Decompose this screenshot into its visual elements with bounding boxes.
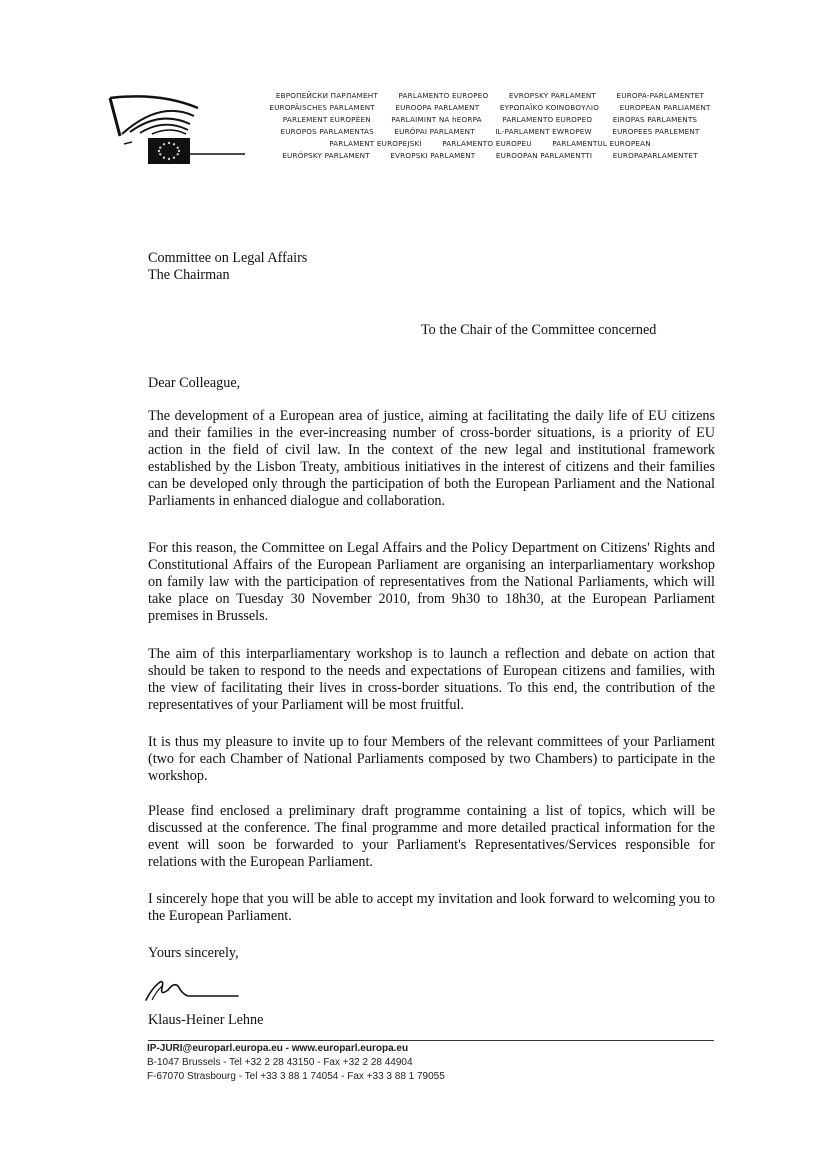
- body-paragraph: For this reason, the Committee on Legal Affairs and the Policy Department on Citizens' Rights and Constitutional Affairs of the European Parliament are organising an interparliamentary workshop on family law with the participation of representatives from the National Parliaments, which will take place on Tuesday 30 November 2010, from 9h30 to 18h30, at the European Parliament premises in Brussels.: [148, 540, 715, 624]
- salutation: Dear Colleague,: [148, 375, 241, 391]
- institution-names-row: EUROPÄISCHES PARLAMENT EUROOPA PARLAMENT ΕΥΡΩΠΑΪΚΟ ΚΟΙΝΟΒΟΥΛΙΟ EUROPEAN PARLIAMENT: [269, 103, 711, 112]
- closing: Yours sincerely,: [148, 945, 239, 961]
- footer-brussels-address: B-1047 Brussels - Tel +32 2 28 43150 - Fax +32 2 28 44904: [147, 1057, 413, 1068]
- institution-names: [240, 90, 740, 162]
- footer-contact-block: [147, 1042, 445, 1084]
- body-paragraph: The aim of this interparliamentary workshop is to launch a reflection and debate on action that should be taken to respond to the needs and expectations of European citizens and families, with the view of facilitating their lives in cross-border situations. To this end, the contribution of the representatives of your Parliament will be most fruitful.: [148, 646, 715, 713]
- sender-committee: Committee on Legal Affairs: [148, 250, 308, 266]
- footer-email-web: IP-JURI@europarl.europa.eu - www.europarl.europa.eu: [147, 1043, 409, 1054]
- body-paragraph: I sincerely hope that you will be able to accept my invitation and look forward to welcoming you to the European Parliament.: [148, 891, 715, 924]
- body-paragraph: The development of a European area of justice, aiming at facilitating the daily life of EU citizens and their families in the ever-increasing number of cross-border situations, is a priority of EU action in the field of civil law. In the context of the new legal and institutional framework established by the Lisbon Treaty, ambitious initiatives in the interest of citizens and their families can be developed only through the participation of both the European Parliament and the National Parliaments in enhanced dialogue and collaboration.: [148, 408, 715, 509]
- sender-title: The Chairman: [148, 267, 230, 283]
- footer-strasbourg-address: F-67070 Strasbourg - Tel +33 3 88 1 74054 - Fax +33 3 88 1 79055: [147, 1071, 445, 1082]
- institution-names-row: PARLEMENT EUROPÉEN PARLAIMINT NA hEORPA PARLAMENTO EUROPEO EIROPAS PARLAMENTS: [282, 115, 698, 124]
- signature-icon: [140, 970, 250, 1008]
- signer-name: Klaus-Heiner Lehne: [148, 1012, 264, 1028]
- institution-names-row: PARLAMENT EUROPEJSKI PARLAMENTO EUROPEU PARLAMENTUL EUROPEAN: [329, 139, 651, 148]
- addressee: To the Chair of the Committee concerned: [421, 322, 657, 338]
- european-parliament-logo-icon: [100, 86, 250, 176]
- sender-block: [148, 250, 307, 284]
- body-paragraph: Please find enclosed a preliminary draft programme containing a list of topics, which will be discussed at the conference. The final programme and more detailed practical information for the event will soon be forwarded to your Parliament's Representatives/Services responsible for relations with the European Parliament.: [148, 803, 715, 870]
- institution-names-row: ЕВРОПЕЙСКИ ПАРЛАМЕНТ PARLAMENTO EUROPEO EVROPSKÝ PARLAMENT EUROPA-PARLAMENTET: [275, 91, 705, 100]
- body-paragraph: It is thus my pleasure to invite up to four Members of the relevant committees of your Parliament (two for each Chamber of National Parliaments composed by two Chambers) to participate in the workshop.: [148, 734, 715, 784]
- institution-names-row: EUROPOS PARLAMENTAS EURÓPAI PARLAMENT IL-PARLAMENT EWROPEW EUROPEES PARLEMENT: [280, 127, 700, 136]
- institution-names-row: EURÓPSKY PARLAMENT EVROPSKI PARLAMENT EUROOPAN PARLAMENTTI EUROPAPARLAMENTET: [282, 151, 698, 160]
- footer-divider: [148, 1040, 714, 1041]
